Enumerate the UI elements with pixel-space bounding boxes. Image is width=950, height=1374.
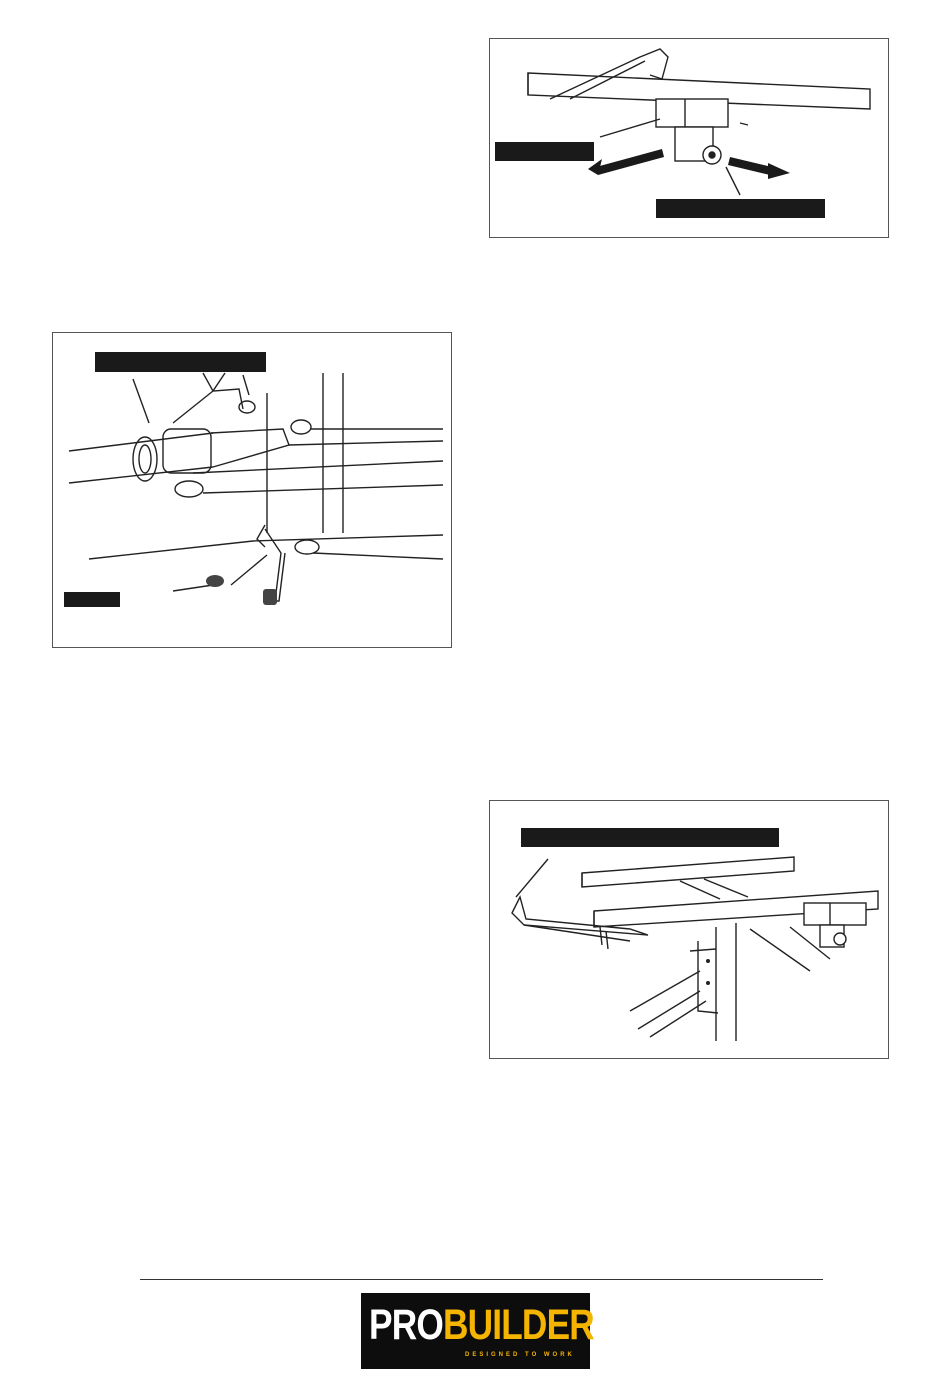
probuilder-logo — [361, 1293, 594, 1369]
figure-top-right-callout-bottom — [656, 199, 825, 218]
logo-wordmark-pro: PRO — [369, 1301, 443, 1349]
figure-bottom-right-callout-top — [521, 828, 779, 847]
logo-tagline: DESIGNED TO WORK — [465, 1352, 575, 1358]
figure-middle-left-callout-bottom — [64, 592, 120, 607]
figure-middle-left-callout-top — [95, 352, 266, 372]
figure-bottom-right — [489, 800, 889, 1059]
figure-middle-left — [52, 332, 452, 648]
footer-divider — [140, 1279, 823, 1280]
figure-top-right — [489, 38, 889, 238]
logo-wordmark — [369, 1299, 594, 1351]
logo-wordmark-builder: BUILDER — [442, 1301, 594, 1349]
figure-top-right-callout-left — [495, 142, 594, 161]
